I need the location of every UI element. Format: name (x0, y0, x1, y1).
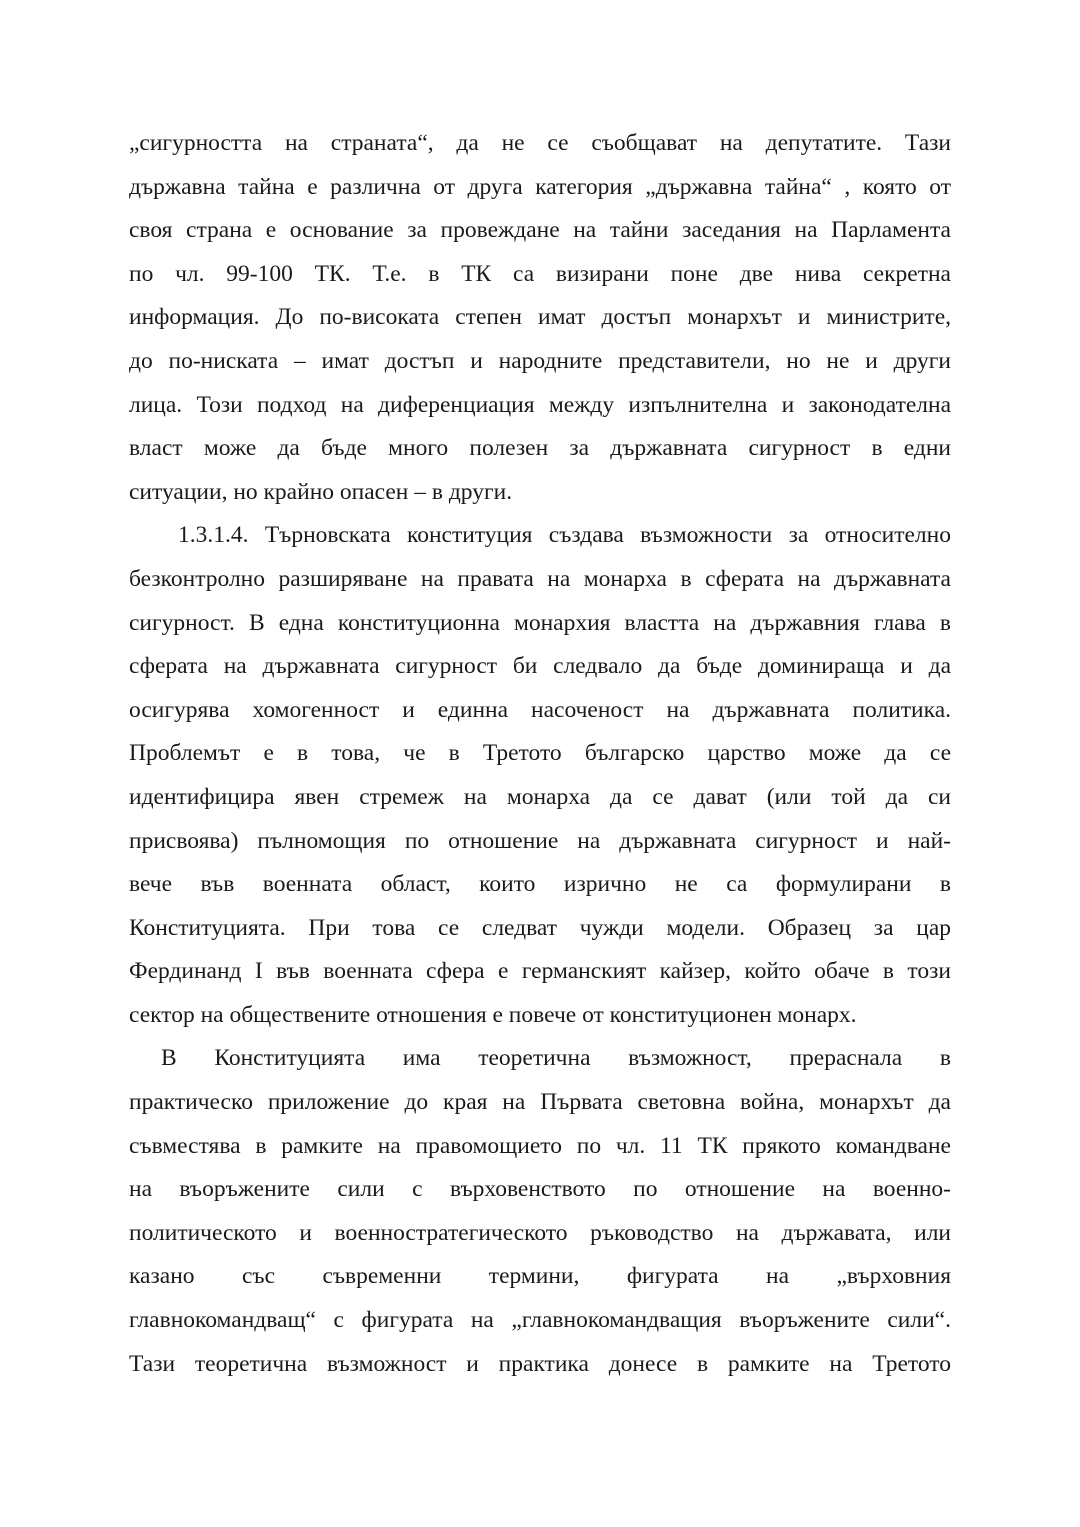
text-line: вече във военната област, които изрично не са формулирани в (129, 871, 951, 898)
text-line: Фердинанд I във военната сфера е германският кайзер, който обаче в този (129, 958, 951, 985)
text-line: практическо приложение до края на Първата световна война, монархът да (129, 1089, 951, 1116)
text-line: съвместява в рамките на правомощието по чл. 11 ТК прякото командване (129, 1132, 951, 1159)
text-line: Конституцията. При това се следват чужди модели. Образец за цар (129, 914, 951, 941)
text-line: осигурява хомогенност и единна насоченост на държавната политика. (129, 696, 951, 723)
text-line: сферата на държавната сигурност би следвало да бъде доминираща и да (129, 653, 951, 680)
text-line: своя страна е основание за провеждане на тайни заседания на Парламента (129, 217, 951, 244)
text-line: политическото и военностратегическото ръководство на държавата, или (129, 1219, 951, 1246)
text-line: присвоява) пълномощия по отношение на държавната сигурност и най- (129, 827, 951, 854)
text-line: на въоръжените сили с върховенството по отношение на военно- (129, 1176, 951, 1203)
text-line: държавна тайна е различна от друга категория „държавна тайна“ , която от (129, 173, 951, 200)
text-line: безконтролно разширяване на правата на монарха в сферата на държавната (129, 565, 951, 592)
paragraph-end-line: ситуации, но крайно опасен – в други. (129, 478, 513, 505)
text-line: информация. До по-високата степен имат достъп монархът и министрите, (129, 304, 951, 331)
paragraph-first-line: В Конституцията има теоретична възможност, прераснала в (161, 1045, 951, 1072)
text-line: казано със съвременни термини, фигурата на „върховния (129, 1263, 951, 1290)
text-line: до по-ниската – имат достъп и народните представители, но не и други (129, 347, 951, 374)
text-line: по чл. 99-100 ТК. Т.е. в ТК са визирани поне две нива секретна (129, 260, 951, 287)
paragraph-first-line: 1.3.1.4. Търновската конституция създава възможности за относително (178, 522, 951, 549)
body-text (129, 122, 951, 1386)
text-line: главнокомандващ“ с фигурата на „главнокомандващия въоръжените сили“. (129, 1307, 951, 1334)
text-line: Проблемът е в това, че в Третото българско царство може да се (129, 740, 951, 767)
text-line: Тази теоретична възможност и практика донесе в рамките на Третото (129, 1350, 951, 1377)
text-line: власт може да бъде много полезен за държавната сигурност в едни (129, 435, 951, 462)
text-line: лица. Този подход на диференциация между изпълнителна и законодателна (129, 391, 951, 418)
text-line: сигурност. В една конституционна монархия властта на държавния глава в (129, 609, 951, 636)
paragraph-end-line: сектор на обществените отношения е повече от конституционен монарх. (129, 1001, 857, 1028)
text-line: „сигурността на страната“, да не се съобщават на депутатите. Тази (129, 130, 951, 156)
text-line: идентифицира явен стремеж на монарха да се дават (или той да си (129, 783, 951, 810)
